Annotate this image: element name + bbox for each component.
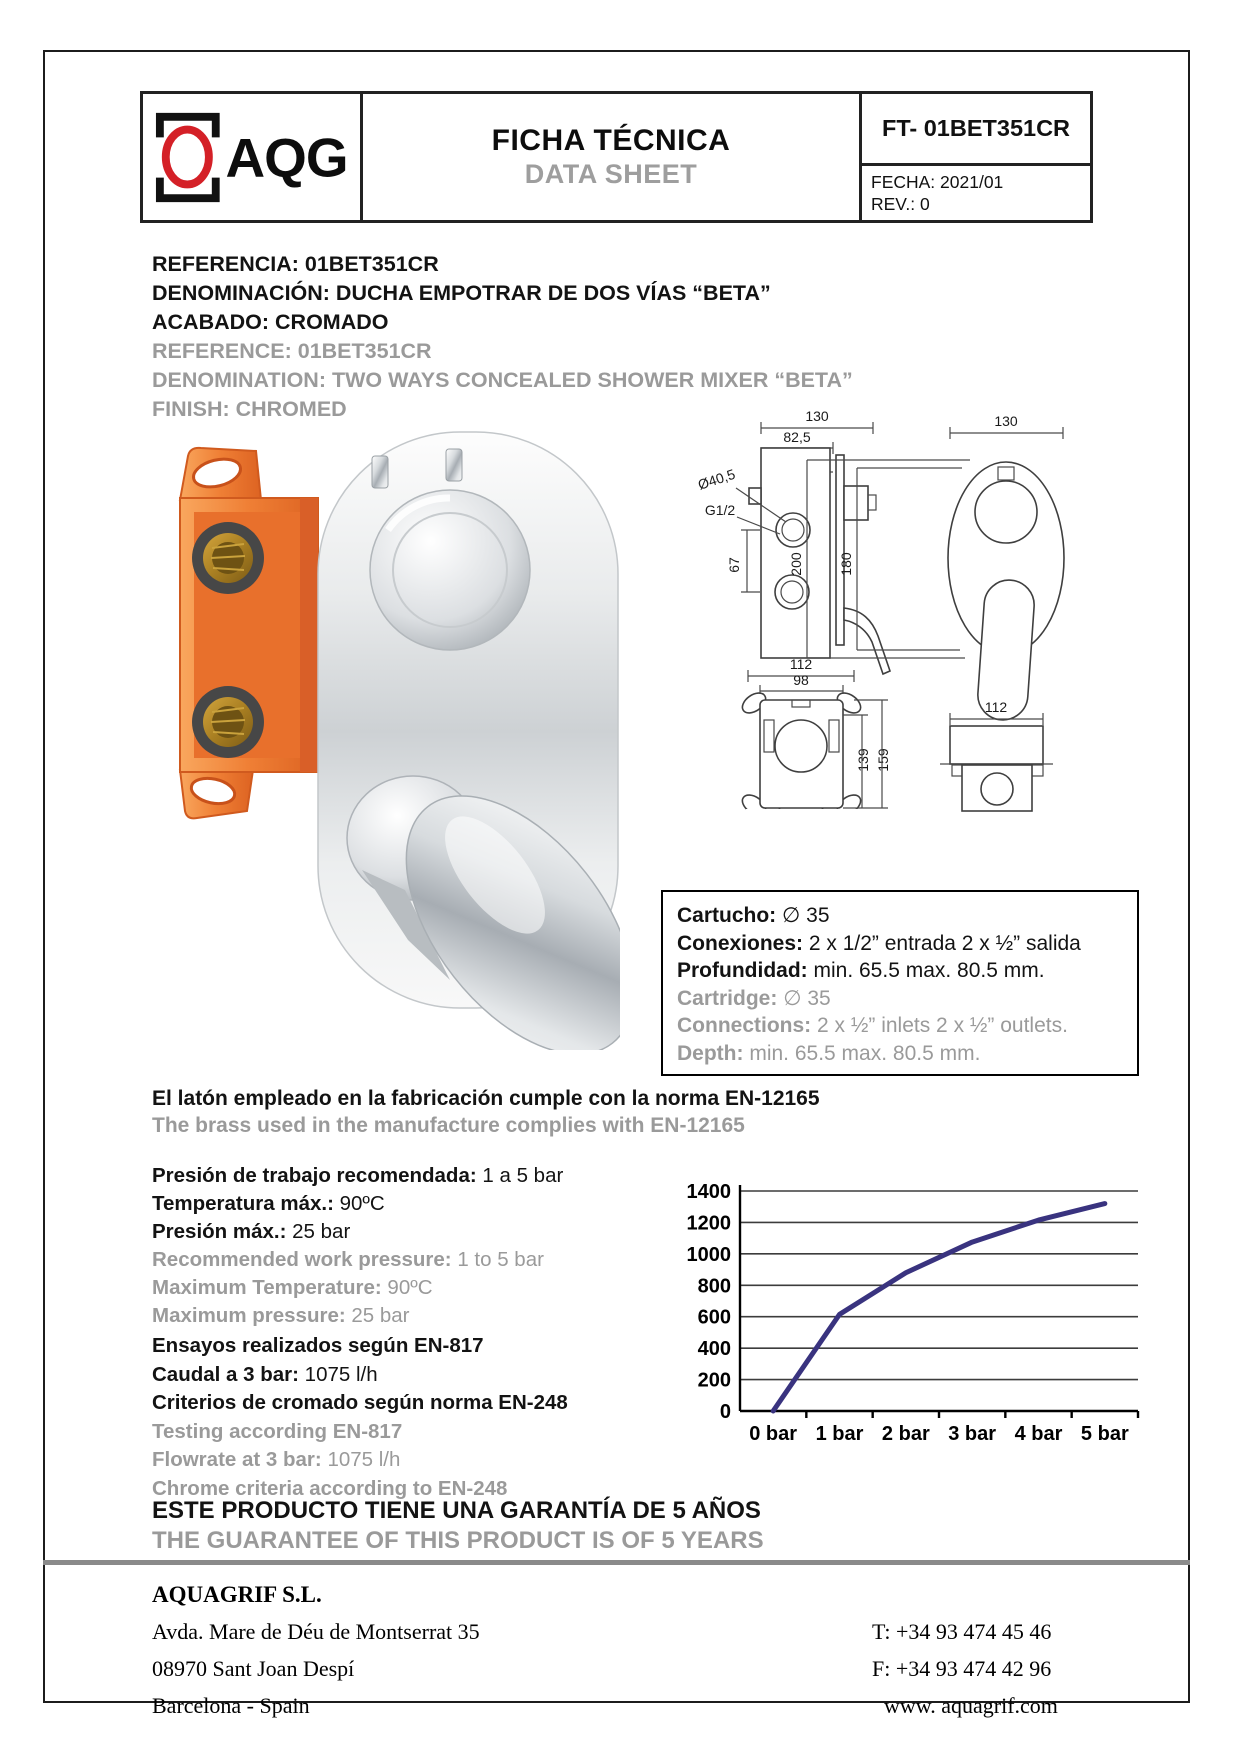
svg-text:1400: 1400 [686, 1181, 731, 1203]
chrome-norm-es: Criterios de cromado según norma EN-248 [152, 1391, 568, 1414]
spec-depth: Depth: min. 65.5 max. 80.5 mm. [677, 1041, 981, 1065]
svg-text:3 bar: 3 bar [948, 1423, 997, 1445]
svg-text:0 bar: 0 bar [749, 1423, 798, 1445]
flowrate-en: Flowrate at 3 bar: 1075 l/h [152, 1448, 401, 1471]
svg-text:139: 139 [855, 748, 871, 772]
svg-text:180: 180 [838, 552, 854, 576]
referencia-es: REFERENCIA: 01BET351CR [152, 252, 439, 276]
spec-cartridge: Cartridge: ∅ 35 [677, 986, 831, 1010]
svg-text:1200: 1200 [686, 1212, 731, 1235]
svg-text:Ø40,5: Ø40,5 [695, 465, 738, 493]
testing-specs-block [152, 1332, 568, 1503]
footer-divider [43, 1560, 1190, 1565]
flowrate-es: Caudal a 3 bar: 1075 l/h [152, 1362, 378, 1386]
phone-number: T: +34 93 474 45 46 [872, 1619, 1052, 1644]
doc-revision: REV.: 0 [871, 194, 930, 214]
doc-title-en: DATA SHEET [524, 158, 698, 189]
denomination-en: DENOMINATION: TWO WAYS CONCEALED SHOWER MIXER “BETA” [152, 368, 853, 392]
svg-text:200: 200 [788, 552, 804, 576]
brass-outlet-port [192, 686, 264, 758]
svg-text:5 bar: 5 bar [1080, 1423, 1129, 1445]
finish-en: FINISH: CHROMED [152, 397, 347, 421]
svg-text:G1/2: G1/2 [704, 502, 736, 518]
address-line-3: Barcelona - Spain [152, 1693, 310, 1718]
logo-red-ring-icon [165, 130, 208, 185]
work-pressure-en: Recommended work pressure: 1 to 5 bar [152, 1248, 544, 1271]
guarantee-es: ESTE PRODUCTO TIENE UNA GARANTÍA DE 5 AÑOS [152, 1497, 761, 1524]
brass-norm-block [152, 1085, 820, 1139]
website: www. aquagrif.com [884, 1693, 1058, 1718]
guarantee-en: THE GUARANTEE OF THIS PRODUCT IS OF 5 YEARS [152, 1527, 764, 1554]
svg-text:4 bar: 4 bar [1014, 1423, 1063, 1445]
brass-norm-en: The brass used in the manufacture complies with EN-12165 [152, 1114, 745, 1137]
max-pressure-en: Maximum pressure: 25 bar [152, 1304, 410, 1327]
header-table [140, 91, 1093, 223]
product-photo [150, 420, 620, 1050]
svg-text:800: 800 [697, 1275, 731, 1298]
svg-text:67: 67 [726, 557, 742, 573]
chrome-norm-en: Chrome criteria according to EN-248 [152, 1476, 508, 1500]
svg-text:112: 112 [789, 656, 813, 672]
max-temp-en: Maximum Temperature: 90ºC [152, 1276, 433, 1299]
logo-text: AQG [225, 126, 348, 189]
footer-address-block [152, 1576, 480, 1724]
svg-text:130: 130 [805, 408, 829, 424]
doc-code: FT- 01BET351CR [862, 94, 1090, 166]
logo-cell [143, 94, 363, 220]
max-pressure-es: Presión máx.: 25 bar [152, 1220, 351, 1243]
fax-number: F: +34 93 474 42 96 [872, 1656, 1052, 1681]
doc-info-cell [859, 94, 1090, 220]
svg-text:1000: 1000 [686, 1243, 731, 1266]
svg-text:130: 130 [994, 413, 1018, 429]
svg-text:600: 600 [697, 1306, 731, 1329]
diverter-knob [370, 490, 530, 650]
reference-en: REFERENCE: 01BET351CR [152, 339, 432, 363]
spec-conexiones: Conexiones: 2 x 1/2” entrada 2 x ½” salida [677, 931, 1081, 955]
svg-text:200: 200 [697, 1369, 731, 1392]
spec-profundidad: Profundidad: min. 65.5 max. 80.5 mm. [677, 959, 1045, 982]
brass-inlet-port [192, 522, 264, 594]
svg-text:98: 98 [793, 672, 809, 688]
aqg-logo [153, 108, 351, 206]
company-name: AQUAGRIF S.L. [152, 1582, 322, 1607]
technical-drawings [640, 368, 1150, 885]
svg-text:400: 400 [697, 1338, 731, 1361]
drawing-side-view [696, 408, 890, 674]
svg-text:112: 112 [984, 699, 1008, 715]
tests-norm-es: Ensayos realizados según EN-817 [152, 1334, 484, 1357]
doc-meta [862, 166, 1090, 220]
max-temp-es: Temperatura máx.: 90ºC [152, 1192, 385, 1215]
svg-text:159: 159 [875, 748, 891, 772]
cartridge-specs-box [661, 890, 1139, 1076]
drawing-box-front [739, 656, 891, 831]
address-line-1: Avda. Mare de Déu de Montserrat 35 [152, 1619, 480, 1644]
guarantee-block [152, 1496, 764, 1556]
tests-norm-en: Testing according EN-817 [152, 1419, 403, 1443]
svg-text:2 bar: 2 bar [881, 1423, 930, 1445]
diverter-pin [372, 456, 388, 488]
work-pressure-es: Presión de trabajo recomendada: 1 a 5 bar [152, 1164, 564, 1187]
address-line-2: 08970 Sant Joan Despí [152, 1656, 355, 1681]
spec-cartucho: Cartucho: ∅ 35 [677, 904, 830, 927]
spec-connections: Connections: 2 x ½” inlets 2 x ½” outlets. [677, 1014, 1068, 1037]
pressure-specs-block [152, 1162, 563, 1330]
flow-rate-chart [645, 1178, 1150, 1470]
svg-text:1 bar: 1 bar [815, 1423, 864, 1445]
doc-title-es: FICHA TÉCNICA [491, 124, 731, 158]
acabado-es: ACABADO: CROMADO [152, 310, 389, 334]
title-cell [363, 94, 859, 220]
svg-text:0: 0 [719, 1401, 731, 1423]
svg-text:82,5: 82,5 [783, 429, 811, 445]
denominacion-es: DENOMINACIÓN: DUCHA EMPOTRAR DE DOS VÍAS “BETA” [152, 281, 771, 305]
diverter-pin [446, 449, 462, 481]
doc-date: FECHA: 2021/01 [871, 172, 1004, 192]
footer-contact-block [872, 1613, 1058, 1724]
brass-norm-es: El latón empleado en la fabricación cumple con la norma EN-12165 [152, 1087, 820, 1110]
rough-in-box [180, 448, 318, 818]
